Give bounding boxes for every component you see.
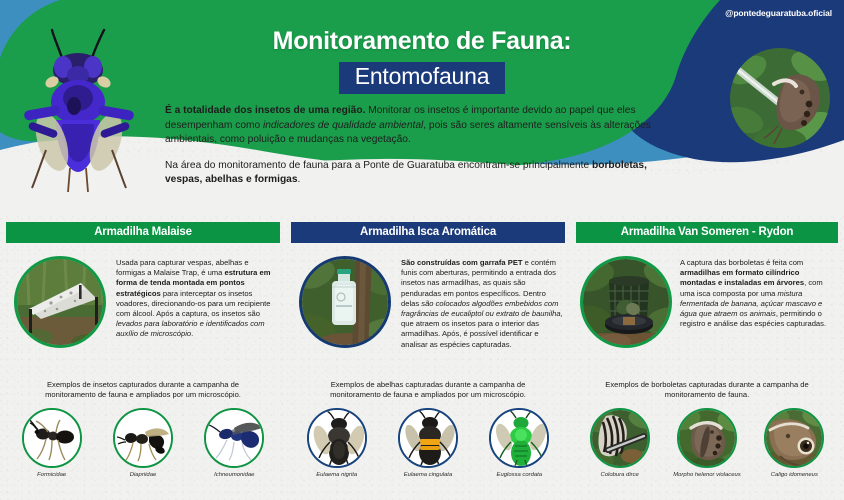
intro-paragraph-1 <box>165 104 675 148</box>
eulaema-cingulata-graphic <box>400 410 458 468</box>
ichneumonid-wasp-graphic <box>206 410 264 468</box>
isca-examples-row <box>291 408 565 479</box>
column-header-isca-aromatica: Armadilha Isca Aromática <box>291 222 565 243</box>
diapriid-wasp-graphic <box>115 410 173 468</box>
intro-p1-bold: É a totalidade dos insetos de uma região. <box>165 105 366 116</box>
example-label: Eulaema cingulata <box>403 472 453 478</box>
example-label: Diapriidae <box>129 472 157 478</box>
intro-p2-b: . <box>297 174 301 186</box>
diapriidae-photo <box>113 408 173 468</box>
malaise-text-bold: estrutura em forma de tenda montada em pontos estratégicos <box>116 268 271 298</box>
example-label: Eulaema nigrita <box>316 472 358 478</box>
euglossa-cordata-graphic <box>491 410 549 468</box>
eulaema-cingulata-photo <box>398 408 458 468</box>
pet-bottle-trap-photo <box>299 256 391 348</box>
van-someren-examples-row <box>576 408 838 479</box>
example-item <box>482 408 556 479</box>
example-label: Caligo idomeneus <box>770 472 818 478</box>
isca-examples-caption: Exemplos de abelhas capturadas durante a campanha de monitoramento de fauna e ampliados por um microscópio. <box>330 380 526 400</box>
example-label: Formicidae <box>37 472 67 478</box>
example-item <box>583 408 657 479</box>
column-van-someren-rydon <box>576 222 838 478</box>
caligo-idomeneus-photo <box>764 408 824 468</box>
example-item <box>391 408 465 479</box>
example-item <box>197 408 271 479</box>
malaise-examples-caption: Exemplos de insetos capturados durante a campanha de monitoramento de fauna e ampliados por um microscópio. <box>45 380 241 400</box>
column-isca-aromatica <box>291 222 565 478</box>
malaise-trap-graphic <box>17 259 106 348</box>
eulaema-nigrita-photo <box>307 408 367 468</box>
ichneumonidae-photo <box>204 408 264 468</box>
column-header-malaise: Armadilha Malaise <box>6 222 280 243</box>
isca-description <box>401 258 563 350</box>
subtitle-container <box>0 62 844 94</box>
column-body-isca-aromatica <box>291 256 565 374</box>
colobura-dirce-graphic <box>592 410 650 468</box>
intro-p1-b: , pois são seres altamente sensíveis às alterações ambientais, como poluição e mudanças na vegetação. <box>165 119 651 146</box>
example-item <box>15 408 89 479</box>
column-body-malaise <box>6 256 280 374</box>
example-item <box>670 408 744 479</box>
example-item <box>757 408 831 479</box>
malaise-description <box>116 258 276 340</box>
example-label: Colobura dirce <box>600 472 639 478</box>
caligo-idomeneus-graphic <box>766 410 824 468</box>
isca-text-italic: são colocados algodões embebidos com fragrâncias de eucaliptol ou extrato de baunilha, <box>401 298 563 319</box>
page-subtitle: Entomofauna <box>339 62 506 94</box>
vs-text-italic: mistura fermentada de banana, açúcar mascavo e água que atraem os animais <box>680 288 823 319</box>
example-item <box>300 408 374 479</box>
example-label: Morpho helenor violaceus <box>673 472 741 478</box>
cylindrical-trap-graphic <box>583 259 672 348</box>
vs-text-c: , com uma isca composta por uma <box>680 278 823 298</box>
example-label: Ichneumonidae <box>214 472 255 478</box>
malaise-text-c: para interceptar os insetos voadores, direcionando-os para um recipiente com álcool. Após a captura, os insetos são <box>116 288 271 319</box>
column-body-van-someren-rydon <box>576 256 838 374</box>
malaise-text-a: Usada para capturar vespas, abelhas e formigas a Malaise Trap, é uma <box>116 258 249 278</box>
malaise-text-italic: levados para laboratório e identificados com auxílio de microscópio <box>116 319 265 339</box>
euglossa-cordata-photo <box>489 408 549 468</box>
vs-text-d: , permitindo o registro e análise das espécies capturadas. <box>680 309 827 329</box>
intro-paragraph-2 <box>165 159 675 188</box>
formicidae-photo <box>22 408 82 468</box>
vs-text-a: A captura das borboletas é feita com <box>680 258 804 267</box>
example-label: Euglossa cordata <box>496 472 543 478</box>
vs-text-bold: armadilhas em formato cilíndrico montadas e instaladas em árvores <box>680 268 805 288</box>
pet-bottle-trap-graphic <box>302 259 391 348</box>
colobura-dirce-photo <box>590 408 650 468</box>
intro-text-block <box>165 104 675 188</box>
column-header-van-someren-rydon: Armadilha Van Someren - Rydon <box>576 222 838 243</box>
intro-p1-a: Monitorar os insetos é importante devido ao papel que eles desempenham como <box>165 105 636 131</box>
van-someren-description <box>680 258 836 329</box>
eulaema-nigrita-graphic <box>309 410 367 468</box>
instagram-handle: @pontedeguaratuba.oficial <box>725 8 832 18</box>
malaise-trap-photo <box>14 256 106 348</box>
column-malaise <box>6 222 280 478</box>
van-someren-examples-caption: Exemplos de borboletas capturadas durante a campanha de monitoramento de fauna. <box>605 380 809 400</box>
page-title: Monitoramento de Fauna: <box>272 27 572 55</box>
isca-text-c: e contém funis com aberturas, permitindo a entrada dos insetos nas armadilhas, as quais são penduradas em pontos específicos. Dentro delas <box>401 258 556 308</box>
van-someren-trap-photo <box>580 256 672 348</box>
intro-p2-a: Na área do monitoramento de fauna para a Ponte de Guaratuba encontram-se principalmente <box>165 159 593 171</box>
isca-text-d: que atraem os insetos para o interior das armadilhas. Após, é possível identificar e analisar as espécies capturadas. <box>401 319 540 349</box>
morpho-helenor-graphic <box>679 410 737 468</box>
morpho-helenor-photo <box>677 408 737 468</box>
isca-text-bold: São construídas com garrafa PET <box>401 258 523 267</box>
malaise-text-d: . <box>191 329 194 339</box>
ant-graphic <box>24 410 82 468</box>
example-item <box>106 408 180 479</box>
malaise-examples-row <box>6 408 280 479</box>
intro-p2-bold: borboletas, vespas, abelhas e formigas <box>165 159 647 186</box>
intro-p1-italic: indicadores de qualidade ambiental <box>262 119 424 131</box>
